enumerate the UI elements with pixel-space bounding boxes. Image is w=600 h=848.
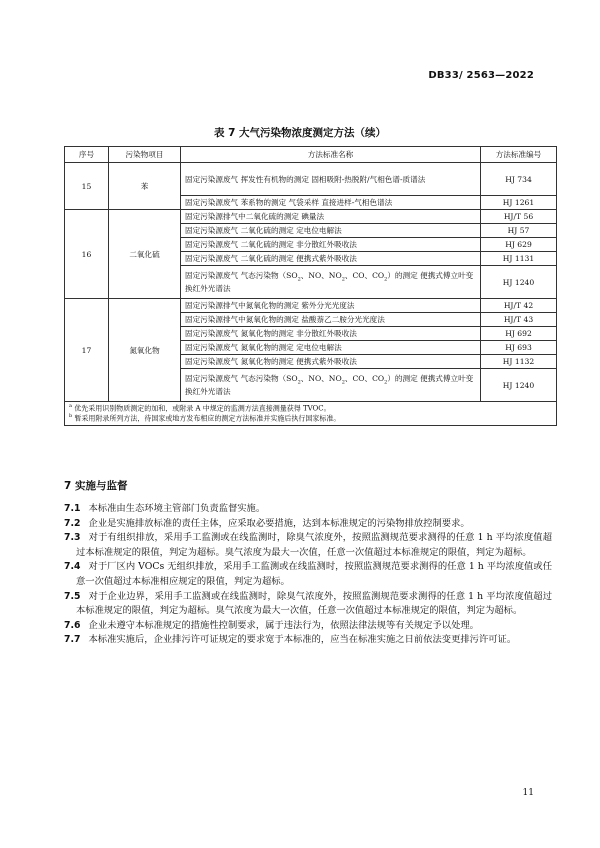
- footnote-mark: a: [69, 403, 72, 409]
- row-method: 固定污染源排气中氮氧化物的测定 盐酸萘乙二胺分光光度法: [181, 313, 481, 327]
- clause-text: 企业是实施排放标准的责任主体，应采取必要措施，达到本标准规定的污染物排放控制要求。: [88, 517, 470, 529]
- row-code: HJ/T 42: [481, 299, 557, 313]
- clause-list: [64, 502, 552, 648]
- row-method: 固定污染源废气 二氧化硫的测定 非分散红外吸收法: [181, 238, 481, 252]
- row-method: 固定污染源废气 气态污染物（$SO_2$、NO、$NO_2$、CO、$CO_2$）的测定 便携式傅立叶变换红外光谱法: [181, 266, 481, 299]
- clause-number: 7.3: [64, 532, 81, 544]
- table-header-row: [65, 147, 557, 163]
- standard-code: DB33/ 2563—2022: [428, 70, 534, 81]
- row-code: HJ 734: [481, 163, 557, 196]
- row-code: HJ 1131: [481, 252, 557, 266]
- row-pollutant: 氮氧化物: [109, 299, 181, 402]
- row-code: HJ 693: [481, 341, 557, 355]
- row-no: 15: [65, 163, 109, 210]
- table-title: 表 7 大气污染物浓度测定方法（续）: [213, 127, 387, 139]
- clause-number: 7.6: [64, 619, 81, 631]
- clause-number: 7.4: [64, 561, 81, 573]
- table-row: [65, 299, 557, 313]
- clause-text: 本标准由生态环境主管部门负责监督实施。: [88, 503, 266, 514]
- row-code: HJ 1240: [481, 266, 557, 299]
- row-pollutant: 苯: [109, 163, 181, 210]
- clause-text: 本标准实施后，企业排污许可证规定的要求宽于本标准的，应当在标准实施之日前依法变更排污许可证。: [88, 634, 517, 646]
- row-method: 固定污染源废气 二氧化硫的测定 定电位电解法: [181, 224, 481, 238]
- row-method: 固定污染源排气中氮氧化物的测定 紫外分光光度法: [181, 299, 481, 313]
- row-code: HJ 1132: [481, 355, 557, 369]
- clause-7-6: [64, 619, 552, 634]
- row-method: 固定污染源废气 挥发性有机物的测定 固相吸附-热脱附/气相色谱-质谱法: [181, 163, 481, 196]
- row-method: 固定污染源废气 氮氧化物的测定 非分散红外吸收法: [181, 327, 481, 341]
- footnote-b: [69, 413, 552, 423]
- section-title: 7 实施与监督: [64, 480, 128, 492]
- row-no: 17: [65, 299, 109, 402]
- table-row: [65, 210, 557, 224]
- clause-7-7: [64, 633, 552, 648]
- row-code: HJ 1261: [481, 196, 557, 210]
- row-method: 固定污染源废气 气态污染物（$SO_2$、NO、$NO_2$、CO、$CO_2$）的测定 便携式傅立叶变换红外光谱法: [181, 369, 481, 402]
- row-method: 固定污染源废气 二氧化硫的测定 便携式紫外吸收法: [181, 252, 481, 266]
- clause-7-2: [64, 517, 552, 532]
- row-code: HJ/T 43: [481, 313, 557, 327]
- clause-number: 7.1: [64, 503, 81, 514]
- row-code: HJ 629: [481, 238, 557, 252]
- footnote-a: [69, 403, 552, 413]
- row-code: HJ 692: [481, 327, 557, 341]
- clause-text: 对于有组织排放，采用手工监测或在线监测时，除臭气浓度外，按照监测规范要求测得的任意 1 h 平均浓度值超过本标准规定的限值，判定为超标。臭气浓度为最大一次值，任意一次值超过本标准规定的限值，判定为超标。: [76, 532, 552, 558]
- clause-text: 对于企业边界，采用手工监测或在线监测时，除臭气浓度外，按照监测规范要求测得的任意 1 h 平均浓度值超过本标准规定的限值，判定为超标。臭气浓度为最大一次值，任意一次值超过本标准规定的限值，判定为超标。: [76, 590, 552, 617]
- table-footnotes: [65, 402, 557, 426]
- row-no: 16: [65, 210, 109, 299]
- row-code: HJ/T 56: [481, 210, 557, 224]
- method-table: [64, 146, 557, 426]
- row-method: 固定污染源废气 氮氧化物的测定 便携式紫外吸收法: [181, 355, 481, 369]
- clause-7-5: [64, 590, 552, 619]
- clause-number: 7.5: [64, 590, 81, 602]
- clause-7-1: [64, 502, 552, 517]
- row-method: 固定污染源排气中二氧化硫的测定 碘量法: [181, 210, 481, 224]
- clause-number: 7.2: [64, 517, 81, 529]
- clause-7-4: [64, 560, 552, 589]
- footnote-mark: b: [69, 413, 73, 420]
- col-header-no: 序号: [65, 147, 109, 163]
- row-code: HJ 1240: [481, 369, 557, 402]
- col-header-pollutant: 污染物项目: [109, 147, 181, 163]
- footnote-text: 优先采用识别物质测定的加和，或附录 A 中规定的监测方法直接测量获得 TVOC。: [74, 404, 331, 413]
- clause-number: 7.7: [64, 634, 81, 646]
- clause-7-3: [64, 531, 552, 560]
- footnote-text: 暂采用附录所列方法，待国家或地方发布相应的测定方法标准并实施后执行国家标准。: [74, 414, 341, 423]
- row-pollutant: 二氧化硫: [109, 210, 181, 299]
- clause-text: 企业未遵守本标准规定的措施性控制要求，属于违法行为，依照法律法规等有关规定予以处理。: [88, 619, 479, 631]
- row-code: HJ 57: [481, 224, 557, 238]
- table-row: [65, 163, 557, 196]
- clause-text: 对于厂区内 VOCs 无组织排放，采用手工监测或在线监测时，按照监测规范要求测得的任意 1 h 平均浓度值或任意一次值超过本标准相应规定的限值，判定为超标。: [76, 561, 552, 587]
- col-header-method: 方法标准名称: [181, 147, 481, 163]
- table-footnote-row: [65, 402, 557, 426]
- page-number: 11: [522, 788, 534, 798]
- row-method: 固定污染源废气 氮氧化物的测定 定电位电解法: [181, 341, 481, 355]
- row-method: 固定污染源废气 苯系物的测定 气袋采样 直接进样-气相色谱法: [181, 196, 481, 210]
- col-header-code: 方法标准编号: [481, 147, 557, 163]
